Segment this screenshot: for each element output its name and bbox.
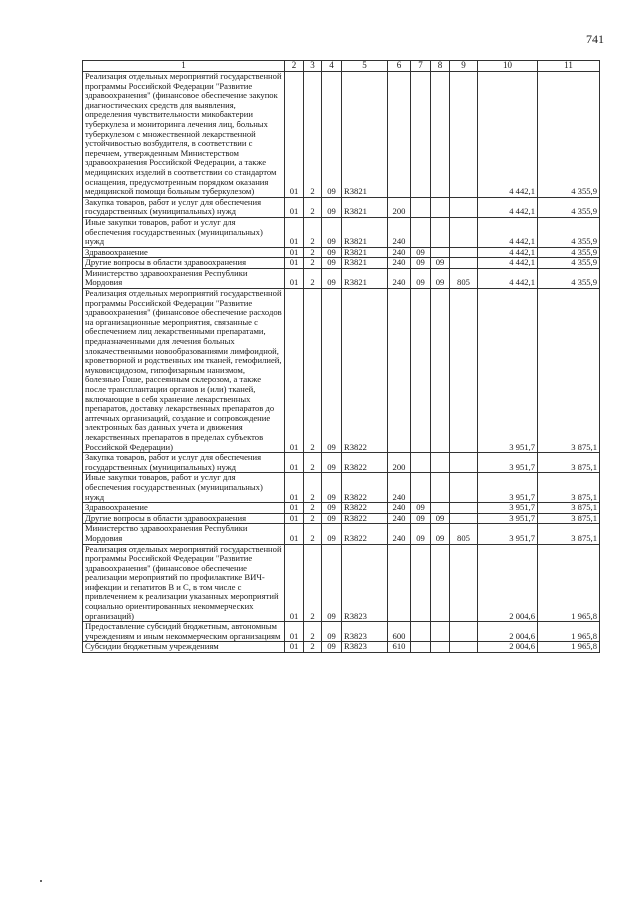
subsection-cell: 09 bbox=[431, 268, 450, 288]
amount-cell: 4 442,1 bbox=[478, 217, 538, 247]
row-name-cell: Другие вопросы в области здравоохранения bbox=[83, 513, 285, 524]
amount-cell: 4 355,9 bbox=[538, 247, 600, 258]
code-cell: 01 bbox=[285, 503, 304, 514]
code-cell: 09 bbox=[322, 642, 342, 653]
code-cell: 01 bbox=[285, 258, 304, 269]
target-article-cell: R3823 bbox=[342, 622, 388, 642]
row-name-cell: Закупка товаров, работ и услуг для обеспечения государственных (муниципальных) нужд bbox=[83, 197, 285, 217]
code-cell: 01 bbox=[285, 72, 304, 198]
section-cell bbox=[411, 289, 431, 453]
department-cell bbox=[450, 258, 478, 269]
department-cell: 805 bbox=[450, 524, 478, 544]
row-name-cell: Реализация отдельных мероприятий государственной программы Российской Федерации "Развитие здравоохранения" (финансовое обеспечение закупок диагностических средств для выявления, определения чувствительности микобактерии туберкулеза и мониторинга лечения лиц, больных туберкулезом с множественной лекарственной устойчивостью возбудителя, в соответствии с перечнем, утвержденным Министерством здравоохранения Российской Федерации, а также медицинских изделий в соответствии со стандартом оснащения, предусмотренным порядком оказания медицинской помощи больным туберкулезом) bbox=[83, 72, 285, 198]
code-cell: 09 bbox=[322, 473, 342, 503]
amount-cell: 3 951,7 bbox=[478, 473, 538, 503]
code-cell: 09 bbox=[322, 247, 342, 258]
code-cell: 01 bbox=[285, 524, 304, 544]
target-article-cell: R3822 bbox=[342, 289, 388, 453]
code-cell: 2 bbox=[304, 453, 322, 473]
section-cell bbox=[411, 72, 431, 198]
subsection-cell bbox=[431, 544, 450, 622]
table-row bbox=[83, 544, 600, 622]
code-cell: 09 bbox=[322, 258, 342, 269]
target-article-cell: R3822 bbox=[342, 473, 388, 503]
code-cell: 09 bbox=[322, 197, 342, 217]
code-cell: 09 bbox=[322, 217, 342, 247]
code-cell: 2 bbox=[304, 289, 322, 453]
code-cell: 01 bbox=[285, 268, 304, 288]
column-header: 4 bbox=[322, 61, 342, 72]
code-cell: 01 bbox=[285, 642, 304, 653]
department-cell bbox=[450, 473, 478, 503]
column-header: 2 bbox=[285, 61, 304, 72]
amount-cell: 1 965,8 bbox=[538, 642, 600, 653]
column-header: 9 bbox=[450, 61, 478, 72]
section-cell bbox=[411, 453, 431, 473]
scan-speck bbox=[40, 880, 42, 882]
subsection-cell bbox=[431, 72, 450, 198]
subsection-cell bbox=[431, 503, 450, 514]
code-cell: 09 bbox=[322, 524, 342, 544]
amount-cell: 4 355,9 bbox=[538, 268, 600, 288]
amount-cell: 4 355,9 bbox=[538, 72, 600, 198]
table-header-row bbox=[83, 61, 600, 72]
target-article-cell: R3821 bbox=[342, 268, 388, 288]
expense-type-cell: 240 bbox=[388, 503, 411, 514]
row-name-cell: Закупка товаров, работ и услуг для обеспечения государственных (муниципальных) нужд bbox=[83, 453, 285, 473]
code-cell: 01 bbox=[285, 217, 304, 247]
subsection-cell bbox=[431, 642, 450, 653]
section-cell: 09 bbox=[411, 524, 431, 544]
table-row bbox=[83, 503, 600, 514]
table-row bbox=[83, 453, 600, 473]
code-cell: 09 bbox=[322, 503, 342, 514]
expense-type-cell: 240 bbox=[388, 513, 411, 524]
target-article-cell: R3823 bbox=[342, 642, 388, 653]
amount-cell: 3 875,1 bbox=[538, 289, 600, 453]
subsection-cell: 09 bbox=[431, 524, 450, 544]
table-row bbox=[83, 268, 600, 288]
amount-cell: 4 442,1 bbox=[478, 247, 538, 258]
expense-type-cell: 240 bbox=[388, 217, 411, 247]
column-header: 1 bbox=[83, 61, 285, 72]
table-row bbox=[83, 622, 600, 642]
department-cell bbox=[450, 453, 478, 473]
amount-cell: 2 004,6 bbox=[478, 642, 538, 653]
expense-type-cell bbox=[388, 72, 411, 198]
section-cell: 09 bbox=[411, 513, 431, 524]
row-name-cell: Здравоохранение bbox=[83, 503, 285, 514]
amount-cell: 2 004,6 bbox=[478, 622, 538, 642]
code-cell: 2 bbox=[304, 513, 322, 524]
target-article-cell: R3822 bbox=[342, 503, 388, 514]
amount-cell: 3 951,7 bbox=[478, 503, 538, 514]
code-cell: 2 bbox=[304, 72, 322, 198]
expense-type-cell: 600 bbox=[388, 622, 411, 642]
subsection-cell: 09 bbox=[431, 513, 450, 524]
code-cell: 09 bbox=[322, 622, 342, 642]
section-cell bbox=[411, 217, 431, 247]
section-cell: 09 bbox=[411, 268, 431, 288]
target-article-cell: R3823 bbox=[342, 544, 388, 622]
row-name-cell: Иные закупки товаров, работ и услуг для обеспечения государственных (муниципальных) нужд bbox=[83, 473, 285, 503]
target-article-cell: R3821 bbox=[342, 217, 388, 247]
expense-type-cell: 200 bbox=[388, 453, 411, 473]
code-cell: 09 bbox=[322, 453, 342, 473]
code-cell: 2 bbox=[304, 544, 322, 622]
table-row bbox=[83, 72, 600, 198]
amount-cell: 1 965,8 bbox=[538, 544, 600, 622]
subsection-cell bbox=[431, 622, 450, 642]
code-cell: 2 bbox=[304, 622, 322, 642]
code-cell: 01 bbox=[285, 247, 304, 258]
amount-cell: 3 951,7 bbox=[478, 513, 538, 524]
row-name-cell: Субсидии бюджетным учреждениям bbox=[83, 642, 285, 653]
expense-type-cell: 240 bbox=[388, 268, 411, 288]
row-name-cell: Иные закупки товаров, работ и услуг для обеспечения государственных (муниципальных) нужд bbox=[83, 217, 285, 247]
section-cell: 09 bbox=[411, 247, 431, 258]
code-cell: 01 bbox=[285, 197, 304, 217]
code-cell: 2 bbox=[304, 217, 322, 247]
amount-cell: 3 875,1 bbox=[538, 524, 600, 544]
target-article-cell: R3821 bbox=[342, 197, 388, 217]
department-cell bbox=[450, 513, 478, 524]
section-cell: 09 bbox=[411, 258, 431, 269]
amount-cell: 4 355,9 bbox=[538, 197, 600, 217]
code-cell: 2 bbox=[304, 524, 322, 544]
code-cell: 01 bbox=[285, 513, 304, 524]
table-row bbox=[83, 473, 600, 503]
expense-type-cell: 610 bbox=[388, 642, 411, 653]
code-cell: 01 bbox=[285, 544, 304, 622]
target-article-cell: R3822 bbox=[342, 524, 388, 544]
row-name-cell: Другие вопросы в области здравоохранения bbox=[83, 258, 285, 269]
row-name-cell: Министерство здравоохранения Республики Мордовия bbox=[83, 268, 285, 288]
subsection-cell: 09 bbox=[431, 258, 450, 269]
code-cell: 01 bbox=[285, 453, 304, 473]
column-header: 3 bbox=[304, 61, 322, 72]
section-cell bbox=[411, 622, 431, 642]
code-cell: 2 bbox=[304, 258, 322, 269]
amount-cell: 4 442,1 bbox=[478, 72, 538, 198]
table-row bbox=[83, 289, 600, 453]
target-article-cell: R3822 bbox=[342, 513, 388, 524]
amount-cell: 3 951,7 bbox=[478, 524, 538, 544]
row-name-cell: Здравоохранение bbox=[83, 247, 285, 258]
expense-type-cell: 240 bbox=[388, 258, 411, 269]
department-cell: 805 bbox=[450, 268, 478, 288]
table-row bbox=[83, 197, 600, 217]
expense-type-cell bbox=[388, 544, 411, 622]
table-row bbox=[83, 524, 600, 544]
amount-cell: 4 355,9 bbox=[538, 258, 600, 269]
table-row bbox=[83, 642, 600, 653]
table-row bbox=[83, 247, 600, 258]
amount-cell: 3 875,1 bbox=[538, 513, 600, 524]
target-article-cell: R3821 bbox=[342, 258, 388, 269]
column-header: 5 bbox=[342, 61, 388, 72]
code-cell: 2 bbox=[304, 642, 322, 653]
department-cell bbox=[450, 503, 478, 514]
expense-type-cell: 240 bbox=[388, 247, 411, 258]
column-header: 10 bbox=[478, 61, 538, 72]
code-cell: 09 bbox=[322, 513, 342, 524]
code-cell: 01 bbox=[285, 622, 304, 642]
budget-table bbox=[82, 60, 600, 653]
code-cell: 09 bbox=[322, 72, 342, 198]
department-cell bbox=[450, 289, 478, 453]
column-header: 11 bbox=[538, 61, 600, 72]
amount-cell: 3 951,7 bbox=[478, 453, 538, 473]
department-cell bbox=[450, 247, 478, 258]
department-cell bbox=[450, 72, 478, 198]
amount-cell: 3 875,1 bbox=[538, 503, 600, 514]
code-cell: 09 bbox=[322, 289, 342, 453]
amount-cell: 3 951,7 bbox=[478, 289, 538, 453]
amount-cell: 1 965,8 bbox=[538, 622, 600, 642]
code-cell: 2 bbox=[304, 473, 322, 503]
amount-cell: 2 004,6 bbox=[478, 544, 538, 622]
subsection-cell bbox=[431, 473, 450, 503]
target-article-cell: R3821 bbox=[342, 72, 388, 198]
expense-type-cell: 240 bbox=[388, 473, 411, 503]
code-cell: 2 bbox=[304, 268, 322, 288]
department-cell bbox=[450, 544, 478, 622]
section-cell: 09 bbox=[411, 503, 431, 514]
subsection-cell bbox=[431, 217, 450, 247]
column-header: 6 bbox=[388, 61, 411, 72]
subsection-cell bbox=[431, 453, 450, 473]
row-name-cell: Реализация отдельных мероприятий государственной программы Российской Федерации "Развитие здравоохранения" (финансовое обеспечение расходов на организационные мероприятия, связанные с обеспечением лиц лекарственными препаратами, предназначенными для лечения больных злокачественными новообразованиями лимфоидной, кроветворной и родственных им тканей, гемофилией, муковисцидозом, гипофизарным нанизмом, болезнью Гоше, рассеянным склерозом, а также после трансплантации органов и (или) тканей, включающие в себя хранение лекарственных препаратов, доставку лекарственных препаратов до аптечных организаций, создание и сопровождение электронных баз данных учета и движения лекарственных препаратов в пределах субъектов Российской Федерации) bbox=[83, 289, 285, 453]
expense-type-cell bbox=[388, 289, 411, 453]
target-article-cell: R3821 bbox=[342, 247, 388, 258]
department-cell bbox=[450, 217, 478, 247]
table-row bbox=[83, 217, 600, 247]
code-cell: 2 bbox=[304, 503, 322, 514]
page-number: 741 bbox=[586, 32, 604, 46]
code-cell: 09 bbox=[322, 268, 342, 288]
code-cell: 2 bbox=[304, 247, 322, 258]
amount-cell: 4 355,9 bbox=[538, 217, 600, 247]
column-header: 7 bbox=[411, 61, 431, 72]
amount-cell: 3 875,1 bbox=[538, 473, 600, 503]
expense-type-cell: 200 bbox=[388, 197, 411, 217]
subsection-cell bbox=[431, 247, 450, 258]
department-cell bbox=[450, 197, 478, 217]
amount-cell: 4 442,1 bbox=[478, 258, 538, 269]
amount-cell: 3 875,1 bbox=[538, 453, 600, 473]
column-header: 8 bbox=[431, 61, 450, 72]
code-cell: 01 bbox=[285, 473, 304, 503]
amount-cell: 4 442,1 bbox=[478, 268, 538, 288]
table-row bbox=[83, 513, 600, 524]
subsection-cell bbox=[431, 289, 450, 453]
department-cell bbox=[450, 642, 478, 653]
section-cell bbox=[411, 642, 431, 653]
target-article-cell: R3822 bbox=[342, 453, 388, 473]
section-cell bbox=[411, 197, 431, 217]
section-cell bbox=[411, 473, 431, 503]
row-name-cell: Министерство здравоохранения Республики Мордовия bbox=[83, 524, 285, 544]
table-row bbox=[83, 258, 600, 269]
subsection-cell bbox=[431, 197, 450, 217]
section-cell bbox=[411, 544, 431, 622]
department-cell bbox=[450, 622, 478, 642]
expense-type-cell: 240 bbox=[388, 524, 411, 544]
code-cell: 09 bbox=[322, 544, 342, 622]
amount-cell: 4 442,1 bbox=[478, 197, 538, 217]
code-cell: 2 bbox=[304, 197, 322, 217]
row-name-cell: Реализация отдельных мероприятий государственной программы Российской Федерации "Развитие здравоохранения" (финансовое обеспечение реализации мероприятий по профилактике ВИЧ-инфекции и гепатитов В и С, в том числе с привлечением к реализации указанных мероприятий социально ориентированных некоммерческих организаций) bbox=[83, 544, 285, 622]
code-cell: 01 bbox=[285, 289, 304, 453]
row-name-cell: Предоставление субсидий бюджетным, автономным учреждениям и иным некоммерческим организациям bbox=[83, 622, 285, 642]
